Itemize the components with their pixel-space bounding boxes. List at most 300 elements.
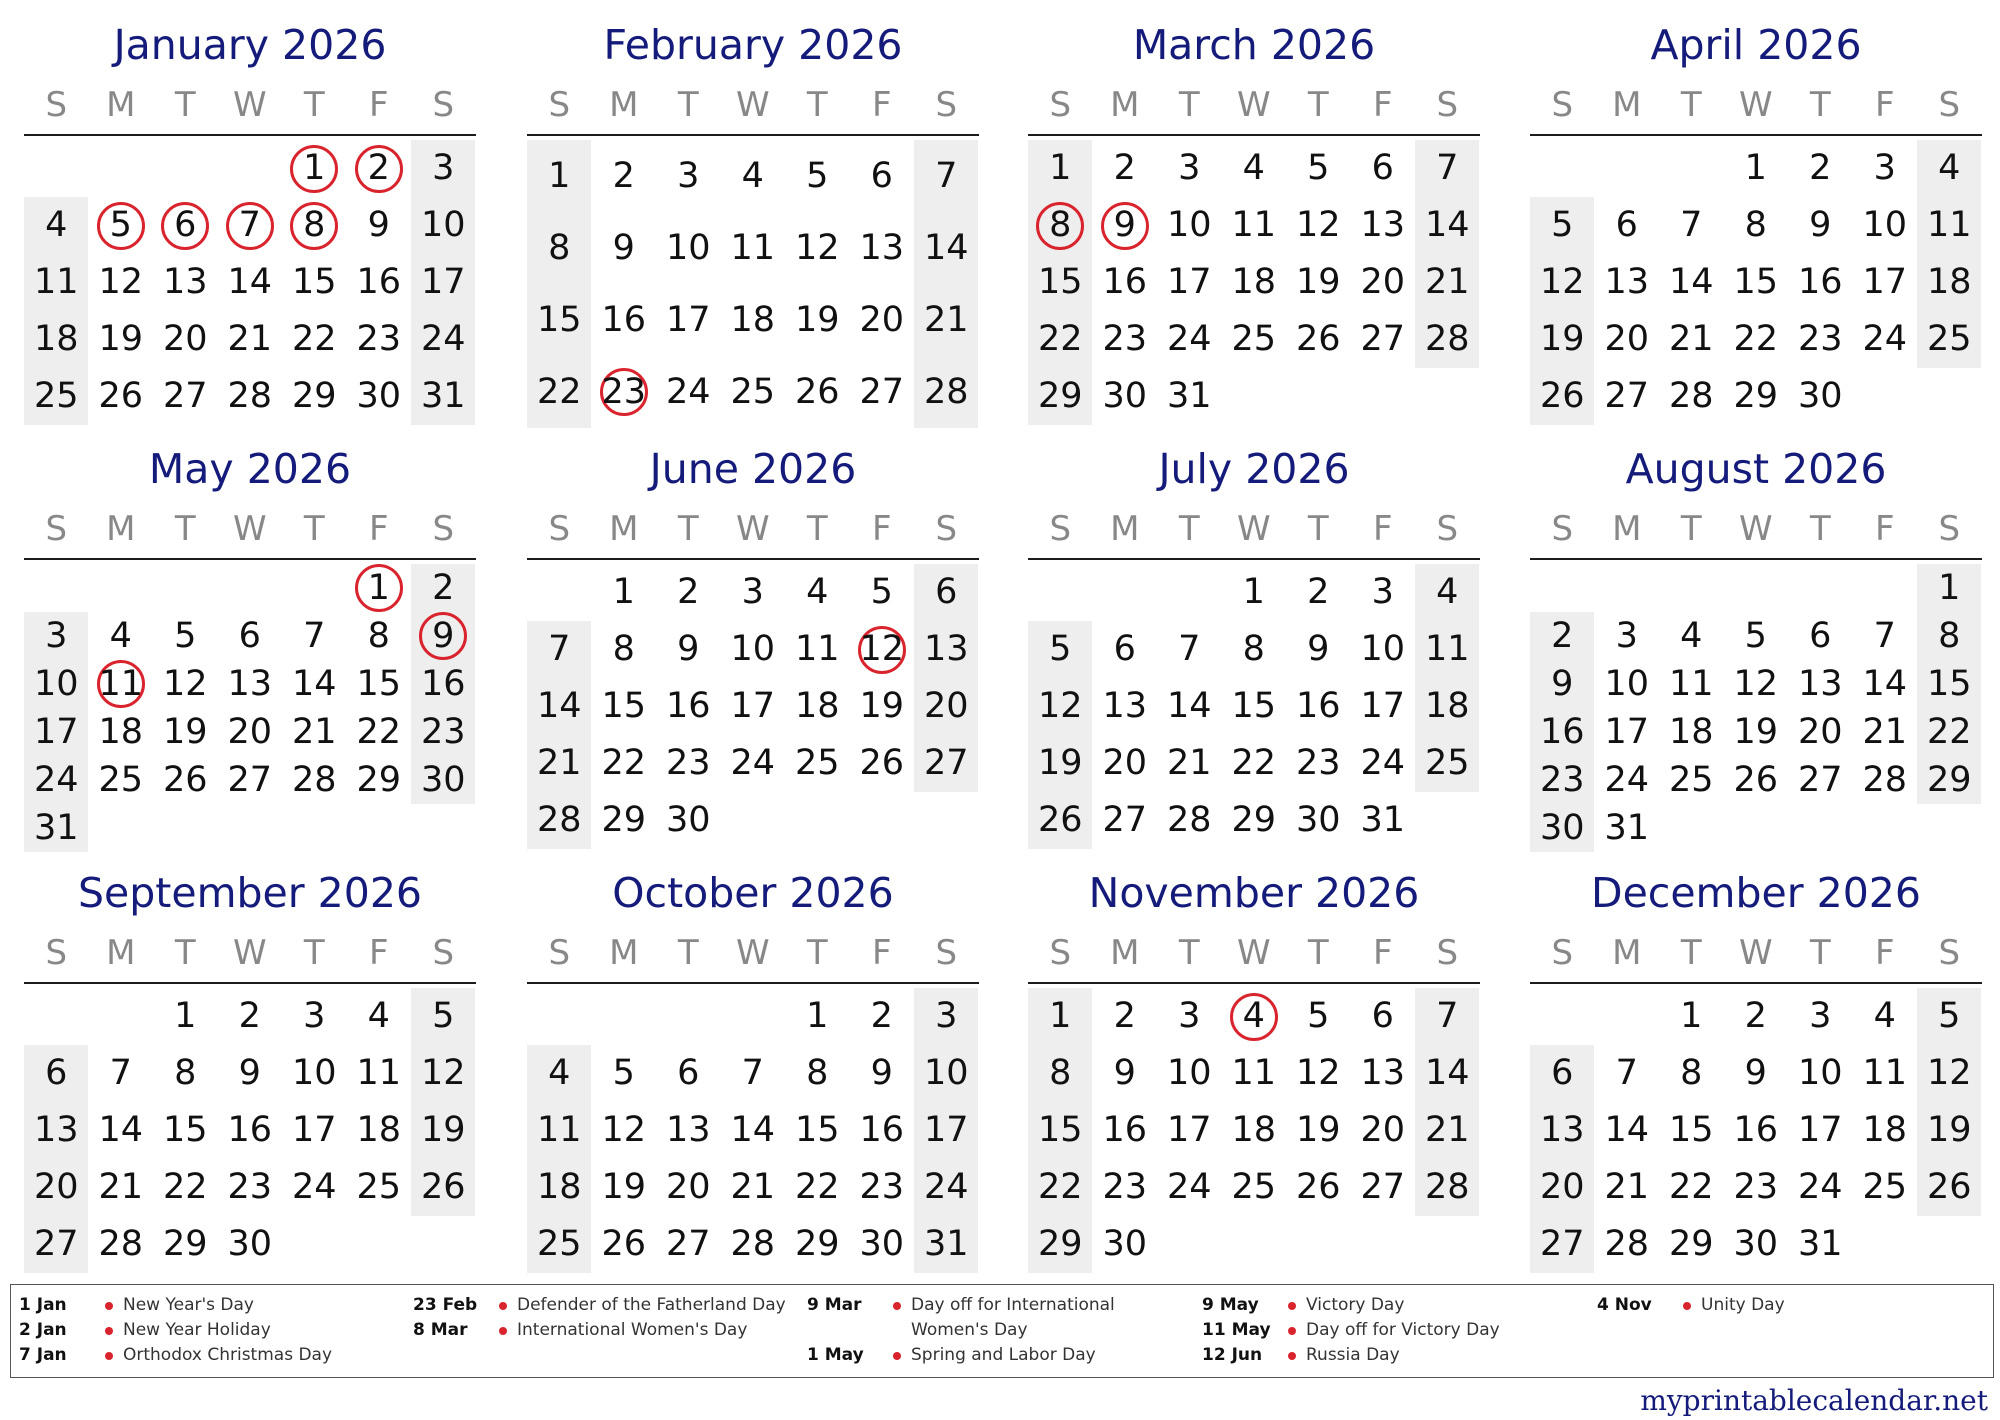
day-cell: 6 — [1551, 1053, 1574, 1093]
day-cell: 12 — [1733, 664, 1779, 704]
day-cell: 29 — [291, 376, 337, 416]
day-cell: 17 — [420, 262, 466, 302]
day-cell: 24 — [1360, 743, 1406, 783]
day-cell: 18 — [1424, 686, 1470, 726]
weekday-header: F — [871, 933, 892, 973]
day-cell: 21 — [1604, 1167, 1650, 1207]
day-grid — [1530, 140, 1982, 425]
day-cell: 15 — [162, 1110, 208, 1150]
day-cell: 28 — [730, 1224, 776, 1264]
day-cell: 2 — [1113, 148, 1136, 188]
day-cell: 12 — [794, 228, 840, 268]
day-cell: 8 — [1049, 1053, 1072, 1093]
day-cell: 22 — [291, 319, 337, 359]
day-cell: 13 — [1360, 1053, 1406, 1093]
day-cell: 28 — [98, 1224, 144, 1264]
day-cell: 30 — [1102, 1224, 1148, 1264]
day-cell: 21 — [98, 1167, 144, 1207]
day-cell: 3 — [1178, 996, 1201, 1036]
legend-date: 7 Jan — [19, 1345, 67, 1365]
day-cell: 25 — [536, 1224, 582, 1264]
day-cell: 6 — [935, 572, 958, 612]
day-grid — [1028, 988, 1480, 1273]
day-cell: 18 — [356, 1110, 402, 1150]
day-cell: 11 — [536, 1110, 582, 1150]
weekday-header: T — [1307, 85, 1329, 125]
day-cell: 13 — [33, 1110, 79, 1150]
day-cell: 17 — [730, 686, 776, 726]
day-cell: 4 — [806, 572, 829, 612]
weekday-header: W — [1738, 509, 1773, 549]
day-cell: 8 — [303, 205, 326, 245]
month-title: January 2026 — [113, 21, 387, 69]
day-cell: 13 — [1360, 205, 1406, 245]
day-cell: 2 — [367, 148, 390, 188]
day-cell: 9 — [870, 1053, 893, 1093]
day-cell: 12 — [1926, 1053, 1972, 1093]
day-cell: 31 — [1360, 800, 1406, 840]
day-cell: 6 — [1371, 148, 1394, 188]
day-cell: 26 — [1037, 800, 1083, 840]
weekday-header: F — [1874, 933, 1895, 973]
day-cell: 25 — [1668, 760, 1714, 800]
day-cell: 12 — [1295, 205, 1341, 245]
day-cell: 5 — [432, 996, 455, 1036]
weekday-header: M — [1612, 509, 1642, 549]
day-cell: 11 — [1668, 664, 1714, 704]
day-cell: 23 — [356, 319, 402, 359]
legend-date: 23 Feb — [413, 1295, 478, 1315]
day-cell: 23 — [1539, 760, 1585, 800]
day-cell: 1 — [1242, 572, 1265, 612]
day-cell: 21 — [1166, 743, 1212, 783]
day-cell: 1 — [1744, 148, 1767, 188]
day-cell: 14 — [227, 262, 273, 302]
day-cell: 9 — [367, 205, 390, 245]
day-cell: 12 — [859, 629, 905, 669]
day-cell: 15 — [356, 664, 402, 704]
day-cell: 10 — [1166, 205, 1212, 245]
weekday-header: F — [871, 85, 892, 125]
day-cell: 11 — [1862, 1053, 1908, 1093]
day-cell: 30 — [665, 800, 711, 840]
day-cell: 31 — [923, 1224, 969, 1264]
day-cell: 8 — [174, 1053, 197, 1093]
day-cell: 20 — [923, 686, 969, 726]
day-cell: 5 — [806, 156, 829, 196]
day-cell: 1 — [303, 148, 326, 188]
day-cell: 6 — [45, 1053, 68, 1093]
weekday-header: T — [806, 85, 828, 125]
day-cell: 16 — [1102, 262, 1148, 302]
weekday-header: W — [1236, 85, 1271, 125]
day-cell: 20 — [1797, 712, 1843, 752]
day-cell: 2 — [612, 156, 635, 196]
day-cell: 15 — [1926, 664, 1972, 704]
day-cell: 6 — [1615, 205, 1638, 245]
day-cell: 16 — [1539, 712, 1585, 752]
day-cell: 5 — [1744, 616, 1767, 656]
weekday-header: M — [1612, 933, 1642, 973]
bullet-dot-icon — [1288, 1302, 1296, 1310]
day-cell: 13 — [162, 262, 208, 302]
day-cell: 22 — [1231, 743, 1277, 783]
day-cell: 25 — [1231, 319, 1277, 359]
day-cell: 8 — [806, 1053, 829, 1093]
day-cell: 23 — [601, 372, 647, 412]
day-cell: 9 — [432, 616, 455, 656]
weekday-header-row — [24, 500, 476, 560]
day-cell: 30 — [859, 1224, 905, 1264]
day-cell: 1 — [612, 572, 635, 612]
day-grid — [527, 988, 979, 1273]
day-cell: 5 — [1938, 996, 1961, 1036]
day-cell: 27 — [227, 760, 273, 800]
day-cell: 4 — [741, 156, 764, 196]
day-cell: 5 — [109, 205, 132, 245]
day-grid — [1530, 564, 1982, 852]
bullet-dot-icon — [1288, 1352, 1296, 1360]
day-cell: 17 — [1862, 262, 1908, 302]
weekday-header: T — [1178, 85, 1200, 125]
day-grid — [1530, 988, 1982, 1273]
day-cell: 1 — [1049, 148, 1072, 188]
day-grid — [527, 564, 979, 849]
day-cell: 25 — [1424, 743, 1470, 783]
day-cell: 15 — [794, 1110, 840, 1150]
day-cell: 30 — [356, 376, 402, 416]
weekday-header: M — [106, 933, 136, 973]
weekday-header: W — [1236, 509, 1271, 549]
day-cell: 29 — [1733, 376, 1779, 416]
day-cell: 10 — [1862, 205, 1908, 245]
day-cell: 15 — [536, 300, 582, 340]
day-cell: 19 — [1295, 1110, 1341, 1150]
day-cell: 20 — [227, 712, 273, 752]
weekday-header: S — [45, 85, 68, 125]
day-cell: 3 — [432, 148, 455, 188]
day-cell: 10 — [665, 228, 711, 268]
day-cell: 11 — [1926, 205, 1972, 245]
day-cell: 2 — [432, 568, 455, 608]
day-cell: 9 — [1307, 629, 1330, 669]
weekday-header: W — [232, 85, 267, 125]
weekday-header: F — [1372, 933, 1393, 973]
day-cell: 23 — [420, 712, 466, 752]
day-cell: 26 — [1733, 760, 1779, 800]
day-cell: 29 — [356, 760, 402, 800]
day-cell: 19 — [1539, 319, 1585, 359]
weekday-header: S — [1938, 933, 1961, 973]
day-cell: 13 — [923, 629, 969, 669]
day-cell: 14 — [1424, 1053, 1470, 1093]
day-cell: 23 — [227, 1167, 273, 1207]
day-cell: 9 — [1113, 205, 1136, 245]
weekday-header: T — [1680, 933, 1702, 973]
day-cell: 16 — [1295, 686, 1341, 726]
day-cell: 9 — [1744, 1053, 1767, 1093]
day-cell: 3 — [1809, 996, 1832, 1036]
day-cell: 3 — [741, 572, 764, 612]
legend-date: 12 Jun — [1202, 1345, 1263, 1365]
month-title: December 2026 — [1591, 869, 1921, 917]
day-cell: 3 — [1615, 616, 1638, 656]
bullet-dot-icon — [893, 1302, 901, 1310]
weekday-header: F — [368, 509, 389, 549]
legend-holiday-name: New Year Holiday — [123, 1320, 271, 1340]
weekday-header: S — [935, 933, 958, 973]
day-cell: 26 — [794, 372, 840, 412]
month-title: June 2026 — [649, 445, 857, 493]
day-cell: 20 — [162, 319, 208, 359]
day-cell: 7 — [1680, 205, 1703, 245]
day-cell: 26 — [420, 1167, 466, 1207]
day-cell: 29 — [1231, 800, 1277, 840]
legend-date: 4 Nov — [1597, 1295, 1652, 1315]
day-cell: 31 — [1166, 376, 1212, 416]
day-cell: 5 — [870, 572, 893, 612]
day-cell: 13 — [665, 1110, 711, 1150]
day-cell: 8 — [1744, 205, 1767, 245]
weekday-header: T — [1307, 933, 1329, 973]
weekday-header-row — [24, 924, 476, 984]
day-cell: 11 — [356, 1053, 402, 1093]
weekday-header: T — [1809, 85, 1831, 125]
day-cell: 14 — [536, 686, 582, 726]
day-cell: 17 — [1166, 262, 1212, 302]
day-cell: 14 — [1424, 205, 1470, 245]
day-cell: 26 — [162, 760, 208, 800]
weekday-header: W — [735, 85, 770, 125]
day-cell: 13 — [1604, 262, 1650, 302]
day-cell: 27 — [665, 1224, 711, 1264]
day-cell: 15 — [1733, 262, 1779, 302]
day-cell: 5 — [1307, 996, 1330, 1036]
day-cell: 29 — [162, 1224, 208, 1264]
day-cell: 22 — [1926, 712, 1972, 752]
bullet-dot-icon — [105, 1302, 113, 1310]
day-cell: 28 — [1604, 1224, 1650, 1264]
day-cell: 16 — [227, 1110, 273, 1150]
day-cell: 10 — [1797, 1053, 1843, 1093]
day-cell: 13 — [1102, 686, 1148, 726]
day-cell: 30 — [1539, 808, 1585, 848]
weekday-header: S — [1049, 85, 1072, 125]
day-cell: 27 — [1604, 376, 1650, 416]
day-cell: 12 — [162, 664, 208, 704]
weekday-header: T — [1178, 509, 1200, 549]
day-cell: 22 — [536, 372, 582, 412]
weekday-header: S — [45, 933, 68, 973]
day-cell: 15 — [1037, 1110, 1083, 1150]
day-cell: 11 — [1231, 205, 1277, 245]
holiday-legend — [10, 1284, 1994, 1378]
legend-holiday-name: Victory Day — [1306, 1295, 1405, 1315]
day-cell: 27 — [162, 376, 208, 416]
day-cell: 28 — [1668, 376, 1714, 416]
day-cell: 19 — [162, 712, 208, 752]
day-cell: 17 — [923, 1110, 969, 1150]
day-cell: 17 — [33, 712, 79, 752]
weekday-header: F — [1372, 85, 1393, 125]
weekday-header-row — [527, 924, 979, 984]
bullet-dot-icon — [1288, 1327, 1296, 1335]
day-cell: 23 — [1733, 1167, 1779, 1207]
day-cell: 4 — [548, 1053, 571, 1093]
day-cell: 5 — [612, 1053, 635, 1093]
day-cell: 12 — [1539, 262, 1585, 302]
day-cell: 12 — [420, 1053, 466, 1093]
month-title: November 2026 — [1088, 869, 1420, 917]
day-cell: 17 — [1797, 1110, 1843, 1150]
day-cell: 30 — [1733, 1224, 1779, 1264]
day-cell: 30 — [1295, 800, 1341, 840]
day-cell: 27 — [859, 372, 905, 412]
day-cell: 27 — [1797, 760, 1843, 800]
day-cell: 1 — [1680, 996, 1703, 1036]
day-cell: 2 — [1809, 148, 1832, 188]
day-cell: 28 — [536, 800, 582, 840]
day-cell: 24 — [1166, 1167, 1212, 1207]
day-cell: 2 — [677, 572, 700, 612]
day-cell: 18 — [794, 686, 840, 726]
day-cell: 6 — [677, 1053, 700, 1093]
day-cell: 15 — [1037, 262, 1083, 302]
day-cell: 17 — [291, 1110, 337, 1150]
day-cell: 14 — [1668, 262, 1714, 302]
day-cell: 8 — [612, 629, 635, 669]
day-cell: 21 — [1668, 319, 1714, 359]
day-cell: 16 — [356, 262, 402, 302]
month-title: April 2026 — [1650, 21, 1862, 69]
day-cell: 27 — [1102, 800, 1148, 840]
day-cell: 7 — [1436, 148, 1459, 188]
legend-date: 1 Jan — [19, 1295, 67, 1315]
day-cell: 28 — [923, 372, 969, 412]
day-cell: 18 — [1926, 262, 1972, 302]
day-cell: 21 — [536, 743, 582, 783]
day-cell: 15 — [601, 686, 647, 726]
day-cell: 2 — [238, 996, 261, 1036]
weekday-header: W — [1738, 933, 1773, 973]
weekday-header: M — [106, 85, 136, 125]
bullet-dot-icon — [499, 1302, 507, 1310]
day-cell: 19 — [98, 319, 144, 359]
weekday-header: T — [677, 85, 699, 125]
day-grid — [1028, 564, 1480, 849]
day-cell: 18 — [730, 300, 776, 340]
day-cell: 14 — [291, 664, 337, 704]
day-cell: 4 — [45, 205, 68, 245]
weekday-header: F — [871, 509, 892, 549]
day-cell: 3 — [677, 156, 700, 196]
day-cell: 27 — [923, 743, 969, 783]
weekday-header: S — [432, 85, 455, 125]
day-cell: 10 — [291, 1053, 337, 1093]
day-cell: 14 — [730, 1110, 776, 1150]
month-title: February 2026 — [603, 21, 903, 69]
weekday-header: S — [1938, 509, 1961, 549]
day-cell: 15 — [1231, 686, 1277, 726]
day-cell: 5 — [1307, 148, 1330, 188]
legend-holiday-name: Day off for International — [911, 1295, 1115, 1315]
day-cell: 23 — [1102, 1167, 1148, 1207]
day-cell: 2 — [1551, 616, 1574, 656]
day-cell: 21 — [1424, 262, 1470, 302]
weekday-header: S — [432, 509, 455, 549]
day-cell: 3 — [1178, 148, 1201, 188]
weekday-header: T — [174, 933, 196, 973]
legend-holiday-name: Spring and Labor Day — [911, 1345, 1096, 1365]
day-cell: 7 — [109, 1053, 132, 1093]
day-cell: 10 — [1604, 664, 1650, 704]
weekday-header: T — [677, 933, 699, 973]
day-cell: 26 — [601, 1224, 647, 1264]
weekday-header: T — [174, 509, 196, 549]
bullet-dot-icon — [105, 1352, 113, 1360]
day-grid — [24, 140, 476, 425]
weekday-header: T — [677, 509, 699, 549]
legend-holiday-name: Day off for Victory Day — [1306, 1320, 1500, 1340]
weekday-header: W — [232, 509, 267, 549]
day-cell: 17 — [1166, 1110, 1212, 1150]
day-cell: 4 — [1873, 996, 1896, 1036]
day-cell: 6 — [1371, 996, 1394, 1036]
day-cell: 6 — [1113, 629, 1136, 669]
day-cell: 14 — [923, 228, 969, 268]
day-cell: 23 — [1295, 743, 1341, 783]
day-cell: 25 — [33, 376, 79, 416]
day-cell: 21 — [1424, 1110, 1470, 1150]
weekday-header: T — [303, 85, 325, 125]
day-cell: 20 — [1360, 1110, 1406, 1150]
weekday-header: M — [106, 509, 136, 549]
weekday-header: W — [735, 933, 770, 973]
day-cell: 7 — [935, 156, 958, 196]
weekday-header-row — [1028, 500, 1480, 560]
day-cell: 6 — [870, 156, 893, 196]
day-cell: 13 — [227, 664, 273, 704]
day-cell: 15 — [1668, 1110, 1714, 1150]
legend-holiday-name: Women's Day — [911, 1320, 1028, 1340]
legend-holiday-name: International Women's Day — [517, 1320, 748, 1340]
day-grid — [24, 564, 476, 852]
weekday-header: F — [1874, 85, 1895, 125]
day-cell: 25 — [794, 743, 840, 783]
weekday-header: T — [1680, 509, 1702, 549]
day-cell: 31 — [33, 808, 79, 848]
day-cell: 29 — [601, 800, 647, 840]
day-cell: 4 — [367, 996, 390, 1036]
day-cell: 31 — [1797, 1224, 1843, 1264]
weekday-header: S — [548, 509, 571, 549]
day-cell: 22 — [1037, 1167, 1083, 1207]
day-cell: 3 — [303, 996, 326, 1036]
day-cell: 16 — [1797, 262, 1843, 302]
weekday-header: M — [1110, 509, 1140, 549]
day-cell: 4 — [109, 616, 132, 656]
weekday-header-row — [1530, 924, 1982, 984]
weekday-header: M — [1612, 85, 1642, 125]
weekday-header: M — [1110, 933, 1140, 973]
month-title: May 2026 — [148, 445, 352, 493]
day-cell: 2 — [1307, 572, 1330, 612]
day-cell: 4 — [1680, 616, 1703, 656]
day-cell: 8 — [1049, 205, 1072, 245]
weekday-header: T — [1178, 933, 1200, 973]
day-cell: 26 — [1926, 1167, 1972, 1207]
day-cell: 7 — [1873, 616, 1896, 656]
